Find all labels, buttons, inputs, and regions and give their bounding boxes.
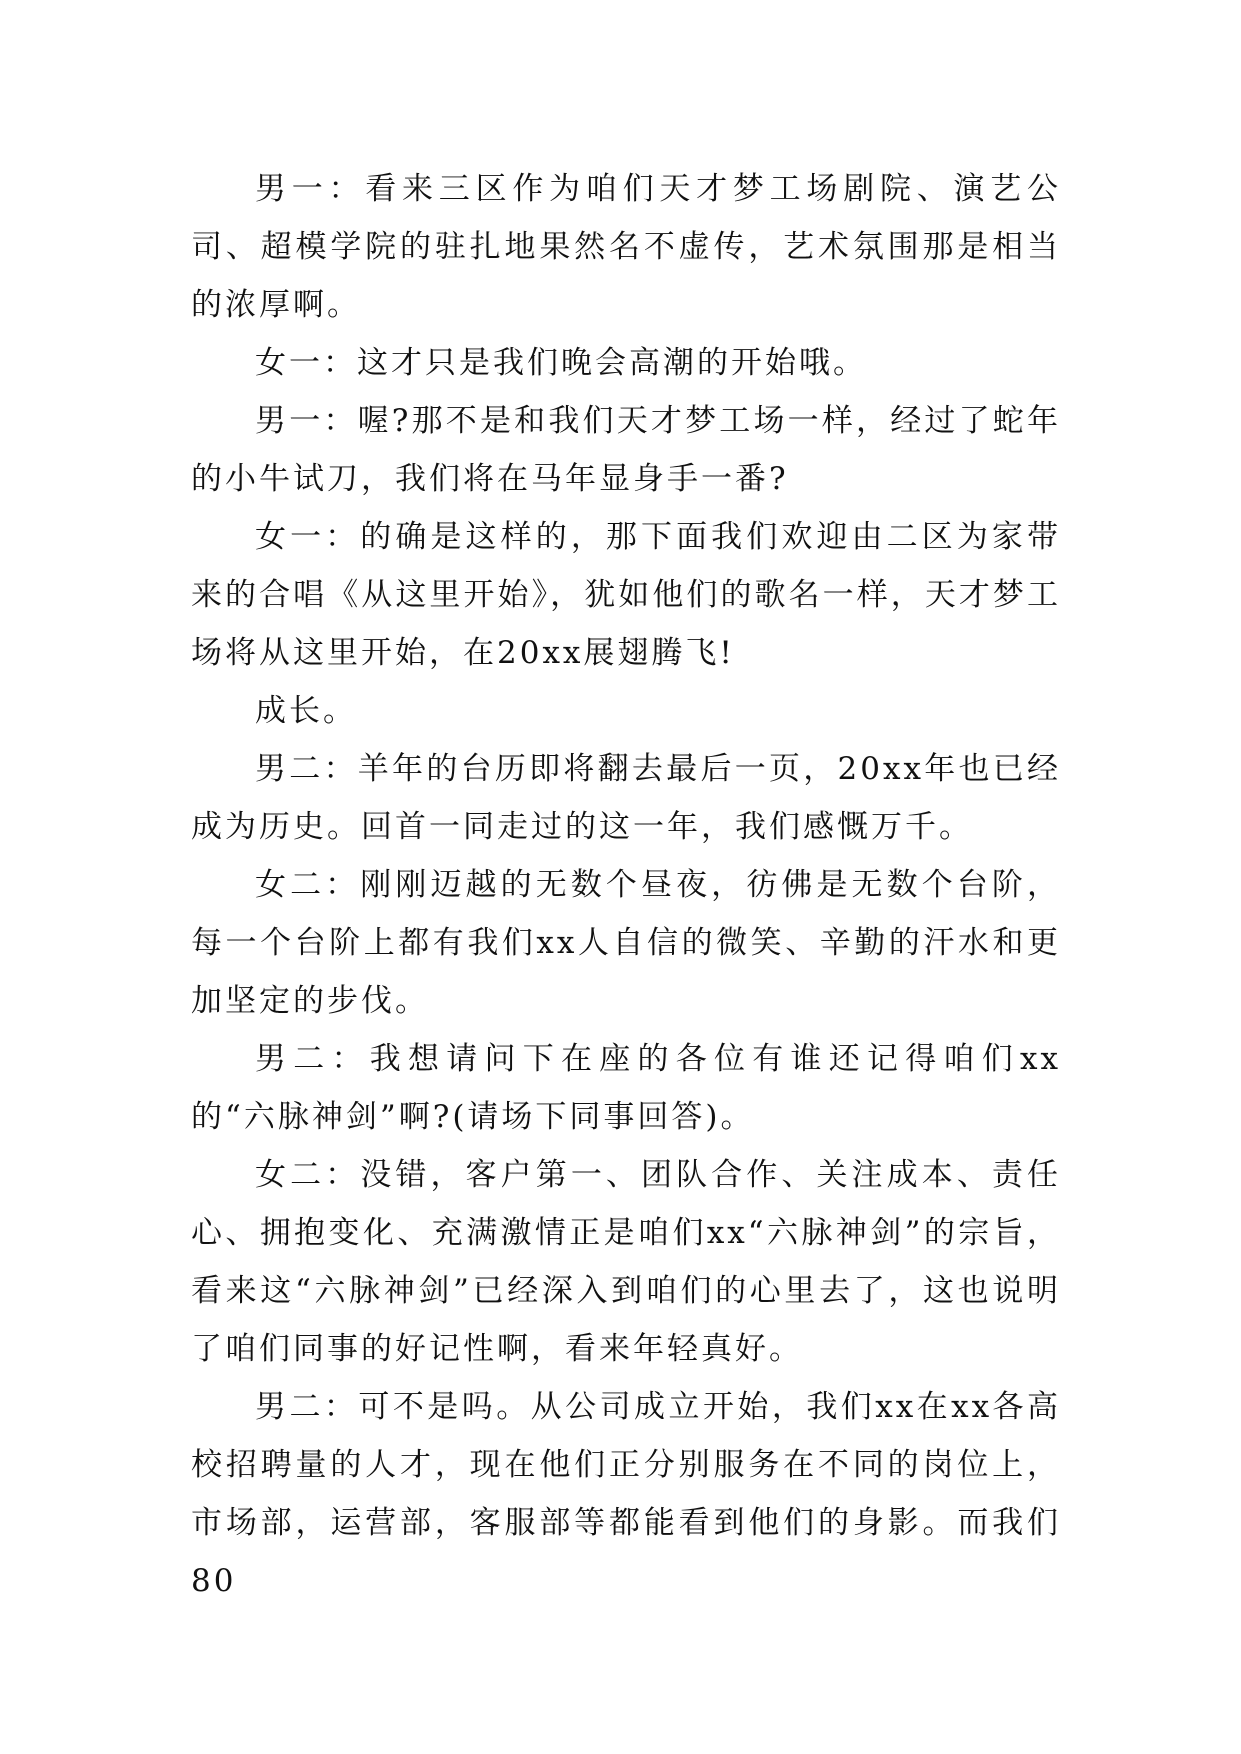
paragraph-2: 女一：这才只是我们晚会高潮的开始哦。 (255, 345, 867, 381)
paragraph-6: 男二：羊年的台历即将翻去最后一页，20xx年也已经成为历史。回首一同走过的这一年，我们感慨万千。 (191, 751, 1061, 845)
paragraph-9: 女二：没错，客户第一、团队合作、关注成本、责任心、拥抱变化、充满激情正是咱们xx“六脉神剑”的宗旨，看来这“六脉神剑”已经深入到咱们的心里去了，这也说明了咱们同事的好记性啊，看来年轻真好。 (191, 1157, 1061, 1367)
paragraph-4: 女一：的确是这样的，那下面我们欢迎由二区为家带来的合唱《从这里开始》，犹如他们的歌名一样，天才梦工场将从这里开始，在20xx展翅腾飞! (191, 519, 1061, 671)
document-body (191, 160, 1061, 1610)
paragraph-3: 男一：喔?那不是和我们天才梦工场一样，经过了蛇年的小牛试刀，我们将在马年显身手一番? (191, 403, 1061, 497)
paragraph-5: 成长。 (255, 693, 357, 729)
paragraph-1: 男一：看来三区作为咱们天才梦工场剧院、演艺公司、超模学院的驻扎地果然名不虚传，艺术氛围那是相当的浓厚啊。 (191, 171, 1061, 323)
paragraph-8: 男二：我想请问下在座的各位有谁还记得咱们xx的“六脉神剑”啊?(请场下同事回答)。 (191, 1041, 1061, 1135)
paragraph-10: 男二：可不是吗。从公司成立开始，我们xx在xx各高校招聘量的人才，现在他们正分别服务在不同的岗位上，市场部，运营部，客服部等都能看到他们的身影。而我们80 (191, 1389, 1061, 1599)
paragraph-7: 女二：刚刚迈越的无数个昼夜，彷佛是无数个台阶，每一个台阶上都有我们xx人自信的微笑、辛勤的汗水和更加坚定的步伐。 (191, 867, 1061, 1019)
